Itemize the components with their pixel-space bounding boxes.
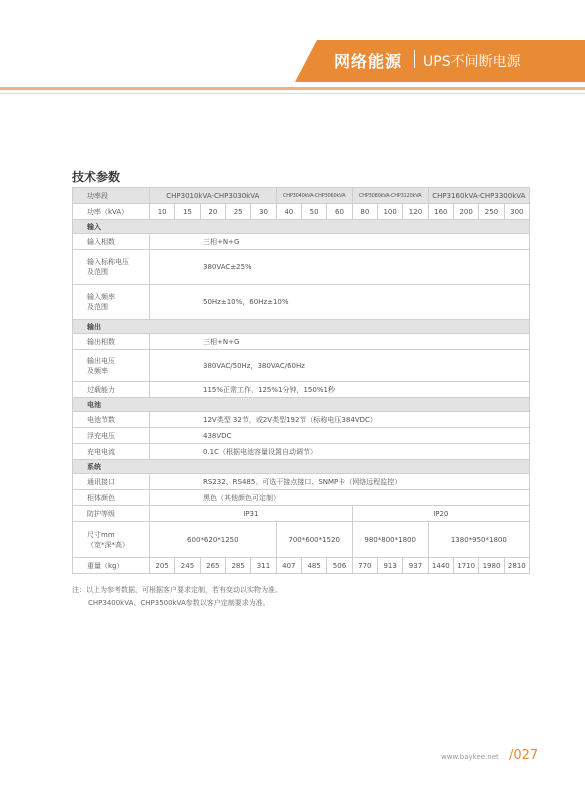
table-row (73, 382, 530, 398)
table-row (73, 490, 530, 506)
table-row (73, 398, 530, 412)
model-range: CHP3010kVA-CHP3030kVA (150, 188, 277, 204)
kva-cell: 10 (150, 204, 175, 220)
weight-cell: 770 (352, 558, 377, 574)
charge-current-value: 0.1C（根据电池容量设置自动调节） (150, 444, 530, 460)
comm-interface-value: RS232、RS485、可选干接点接口、SNMP卡（网络远程监控） (150, 474, 530, 490)
footer-website: www.baykee.net (441, 753, 499, 761)
protection-value: IP20 (352, 506, 529, 522)
header-rule-thin (0, 93, 585, 94)
output-voltage-label: 输出电压 及频率 (73, 350, 150, 382)
kva-cell: 40 (276, 204, 301, 220)
table-row (73, 444, 530, 460)
output-phase-value: 三相+N+G (150, 334, 530, 350)
cabinet-color-value: 黑色（其他颜色可定制） (150, 490, 530, 506)
size-value: 700*600*1520 (276, 522, 352, 558)
header-rule (0, 87, 585, 90)
weight-cell: 1710 (454, 558, 479, 574)
section-title: 技术参数 (72, 170, 121, 184)
charge-current-label: 充电电流 (73, 444, 150, 460)
table-row (73, 204, 530, 220)
input-phase-label: 输入相数 (73, 234, 150, 250)
weight-cell: 407 (276, 558, 301, 574)
table-row (73, 234, 530, 250)
weight-label: 重量（kg） (73, 558, 150, 574)
kva-cell: 80 (352, 204, 377, 220)
model-range: CHP3080kVA-CHP3120kVA (352, 188, 428, 204)
kva-cell: 60 (327, 204, 352, 220)
output-voltage-value: 380VAC/50Hz，380VAC/60Hz (150, 350, 530, 382)
kva-cell: 20 (200, 204, 225, 220)
weight-cell: 245 (175, 558, 200, 574)
table-row (73, 474, 530, 490)
kva-cell: 50 (301, 204, 326, 220)
table-row (73, 334, 530, 350)
table-row (73, 522, 530, 558)
header-title-bold: 网络能源 (334, 52, 403, 71)
input-phase-value: 三相+N+G (150, 234, 530, 250)
weight-cell: 1980 (479, 558, 504, 574)
kva-cell: 200 (454, 204, 479, 220)
model-range: CHP3160kVA-CHP3300kVA (428, 188, 529, 204)
overload-label: 过载能力 (73, 382, 150, 398)
size-label: 尺寸mm （宽*深*高） (73, 522, 150, 558)
output-phase-label: 输出相数 (73, 334, 150, 350)
battery-count-value: 12V类型 32节，或2V类型192节（标称电压384VDC） (150, 412, 530, 428)
table-row (73, 412, 530, 428)
header-divider (414, 50, 415, 68)
kva-cell: 25 (225, 204, 250, 220)
weight-cell: 506 (327, 558, 352, 574)
kva-cell: 120 (403, 204, 428, 220)
system-section-header: 系统 (73, 460, 530, 474)
cabinet-color-label: 柜体颜色 (73, 490, 150, 506)
kva-cell: 160 (428, 204, 453, 220)
input-voltage-value: 380VAC±25% (150, 250, 530, 285)
kva-label: 功率（kVA） (73, 204, 150, 220)
table-row (73, 188, 530, 204)
page-number: /027 (509, 748, 539, 763)
table-row (73, 428, 530, 444)
kva-cell: 300 (504, 204, 529, 220)
battery-section-header: 电池 (73, 398, 530, 412)
note-line-2: CHP3400kVA、CHP3500kVA参数以客户定制要求为准。 (88, 599, 270, 607)
weight-cell: 2810 (504, 558, 529, 574)
input-frequency-label: 输入频率 及范围 (73, 285, 150, 320)
table-row (73, 558, 530, 574)
comm-interface-label: 通讯接口 (73, 474, 150, 490)
float-voltage-label: 浮充电压 (73, 428, 150, 444)
kva-cell: 250 (479, 204, 504, 220)
table-row (73, 250, 530, 285)
size-value: 1380*950*1800 (428, 522, 529, 558)
weight-cell: 285 (225, 558, 250, 574)
header-title-light: UPS不间断电源 (423, 54, 521, 70)
weight-cell: 311 (251, 558, 276, 574)
input-frequency-value: 50Hz±10%，60Hz±10% (150, 285, 530, 320)
weight-cell: 265 (200, 558, 225, 574)
input-voltage-label: 输入标称电压 及范围 (73, 250, 150, 285)
table-row (73, 285, 530, 320)
note-line-1: 注：以上为参考数据，可根据客户要求定制，若有变动以实物为准。 (72, 586, 282, 594)
kva-cell: 30 (251, 204, 276, 220)
weight-cell: 937 (403, 558, 428, 574)
table-row (73, 506, 530, 522)
protection-label: 防护等级 (73, 506, 150, 522)
weight-cell: 485 (301, 558, 326, 574)
size-value: 980*800*1800 (352, 522, 428, 558)
power-range-label: 功率段 (73, 188, 150, 204)
battery-count-label: 电池节数 (73, 412, 150, 428)
weight-cell: 205 (150, 558, 175, 574)
kva-cell: 15 (175, 204, 200, 220)
overload-value: 115%正常工作，125%1分钟，150%1秒 (150, 382, 530, 398)
model-range: CHP3040kVA-CHP3060kVA (276, 188, 352, 204)
table-row (73, 460, 530, 474)
table-row (73, 320, 530, 334)
float-voltage-value: 438VDC (150, 428, 530, 444)
protection-value: IP31 (150, 506, 353, 522)
weight-cell: 1440 (428, 558, 453, 574)
table-row (73, 220, 530, 234)
output-section-header: 输出 (73, 320, 530, 334)
spec-table (72, 187, 530, 574)
size-value: 600*620*1250 (150, 522, 277, 558)
table-row (73, 350, 530, 382)
weight-cell: 913 (377, 558, 402, 574)
input-section-header: 输入 (73, 220, 530, 234)
kva-cell: 100 (377, 204, 402, 220)
